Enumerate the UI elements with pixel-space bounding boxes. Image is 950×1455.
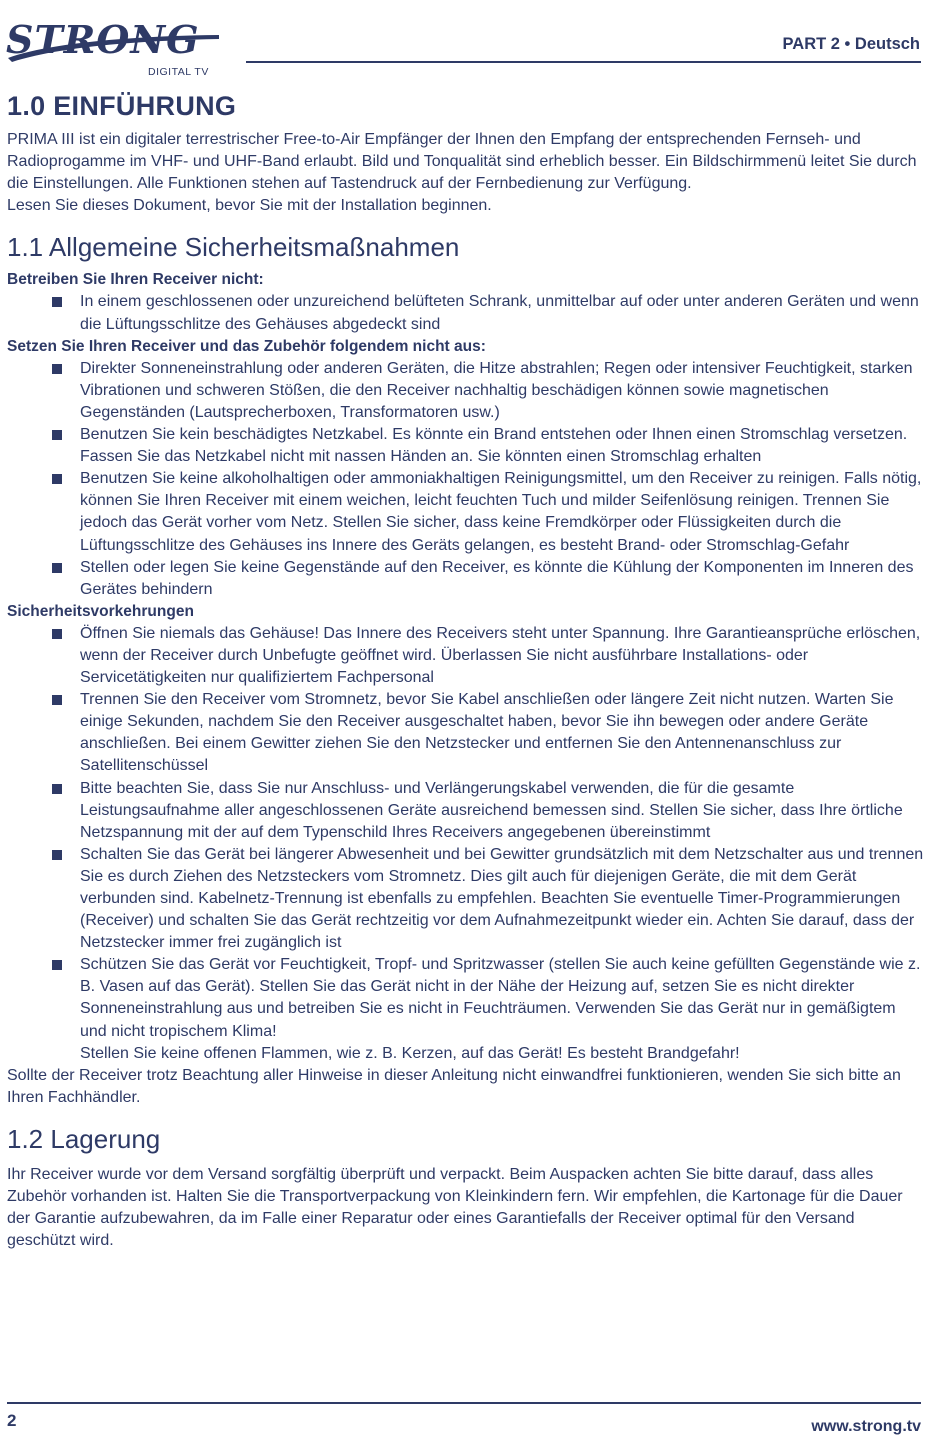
list-item-text: Benutzen Sie keine alkoholhaltigen oder ammoniakhaltigen Reinigungsmittel, um den Receiver zu reinigen. Falls nötig, können Sie Ihren Receiver mit einem weichen, leicht feuchten Tuch und milder Seifenlösung reinigen. Trennen Sie jedoch das Gerät vorher vom Netz. Stellen Sie sicher, dass keine Fremdkörper oder Flüssigkeiten durch die Lüftungsschlitze des Gehäuses ins Innere des Geräts gelangen, es besteht Brand- oder Stromschlag-Gefahr [80,470,922,554]
list-item [7,844,925,954]
safety-closing-paragraph: Sollte der Receiver trotz Beachtung aller Hinweise in dieser Anleitung nicht einwandfrei funktionieren, wenden Sie sich bitte an Ihren Fachhändler. [7,1066,901,1106]
list-item [7,623,925,689]
safety-group1-list [7,291,925,335]
part-label: PART 2 • Deutsch [782,35,920,53]
list-item-text: Bitte beachten Sie, dass Sie nur Anschluss- und Verlängerungskabel verwenden, die für die gesamte Leistungsaufnahme aller angeschlossenen Geräte ausreichend bemessen sind. Stellen Sie sicher, dass Ihre örtliche Netzspannung mit der auf dem Typenschild Ihres Receivers angegebenen übereinstimmt [80,779,903,841]
square-bullet-icon [52,784,62,794]
list-item [7,358,925,424]
page-content [7,88,925,1252]
safety-group2-list [7,358,925,601]
logo-swoosh-icon [6,18,221,64]
list-item-text: Direkter Sonneneinstrahlung oder anderen Geräten, die Hitze abstrahlen; Regen oder intensiver Feuchtigkeit, starken Vibrationen und schweren Stößen, die den Receiver nachhaltig beschädigen können sowie magnetischen Gegenständen (Lautsprecherboxen, Transformatoren usw.) [80,359,913,421]
footer-rule [7,1402,921,1404]
list-item [7,291,925,335]
square-bullet-icon [52,364,62,374]
safety-group3-list [7,623,925,1043]
list-item-text: Stellen oder legen Sie keine Gegenstände auf den Receiver, es könnte die Kühlung der Komponenten im Inneren des Gerätes behindern [80,558,914,598]
list-item [7,954,925,1042]
list-item [7,468,925,556]
safety-group3-label: Sicherheitsvorkehrungen [7,602,194,620]
list-item [7,778,925,844]
square-bullet-icon [52,850,62,860]
heading-safety: 1.1 Allgemeine Sicherheitsmaßnahmen [7,232,460,263]
intro-paragraph: PRIMA III ist ein digitaler terrestrischer Free-to-Air Empfänger der Ihnen den Empfang der entsprechenden Fernseh- und Radioprogamme im VHF- und UHF-Band erlaubt. Bild und Tonqualität sind erheblich besser. Ein Bildschirmmenü leitet Sie durch die Einstellungen. Alle Funktionen stehen auf Tastendruck auf der Fernbedienung zur Verfügung. [7,131,917,193]
list-item [7,689,925,777]
list-item-text: Benutzen Sie kein beschädigtes Netzkabel. Es könnte ein Brand entstehen oder Ihnen einen Stromschlag versetzen. Fassen Sie das Netzkabel nicht mit nassen Händen an. Sie könnten einen Stromschlag erhalten [80,426,908,466]
square-bullet-icon [52,960,62,970]
heading-introduction: 1.0 EINFÜHRUNG [7,91,237,121]
square-bullet-icon [52,629,62,639]
list-item [7,557,925,601]
section-safety [7,230,925,1109]
list-item-text: Öffnen Sie niemals das Gehäuse! Das Innere des Receivers steht unter Spannung. Ihre Garantieansprüche erlöschen, wenn der Receiver durch Unbefugte geöffnet wird. Überlassen Sie nicht ausführbare Installations- oder Servicetätigkeiten nur qualifiziertem Fachpersonal [80,624,921,687]
heading-storage: 1.2 Lagerung [7,1123,161,1154]
square-bullet-icon [52,297,62,307]
list-item-text: Schützen Sie das Gerät vor Feuchtigkeit, Tropf- und Spritzwasser (stellen Sie auch keine gefüllten Gegenstände wie z. B. Vasen auf das Gerät). Stellen Sie das Gerät nicht in der Nähe der Heizung auf, setzen Sie es nicht direkter Sonneneinstrahlung aus und betreiben Sie es nicht in Feuchträumen. Verwenden Sie das Gerät nur in gemäßigtem und nicht tropischem Klima! [80,956,921,1040]
safety-group1-label: Betreiben Sie Ihren Receiver nicht: [7,271,264,289]
list-item-text: In einem geschlossenen oder unzureichend belüfteten Schrank, unmittelbar auf oder unter anderen Geräten und wenn die Lüftungsschlitze des Gehäuses abgedeckt sind [80,293,919,333]
list-item-text: Schalten Sie das Gerät bei längerer Abwesenheit und bei Gewitter grundsätzlich mit dem Netzschalter aus und trennen Sie es durch Ziehen des Netzsteckers vom Stromnetz. Dies gilt auch für diejenigen Geräte, die mit dem Gerät verbunden sind. Kabelnetz-Trennung ist ebenfalls zu empfehlen. Beachten Sie eventuelle Timer-Programmierungen (Receiver) und schalten Sie das Gerät rechtzeitig vor dem Aufnahmezeitpunkt wieder ein. Achten Sie darauf, dass der Netzstecker immer frei zugänglich ist [80,845,924,952]
square-bullet-icon [52,563,62,573]
section-introduction [7,88,925,217]
fire-warning-note: Stellen Sie keine offenen Flammen, wie z. B. Kerzen, auf das Gerät! Es besteht Brandgefahr! [80,1044,740,1062]
strong-logo [6,18,221,80]
list-item-text: Trennen Sie den Receiver vom Stromnetz, bevor Sie Kabel anschließen oder längere Zeit nicht nutzen. Warten Sie einige Sekunden, nachdem Sie den Receiver ausgeschaltet haben, bevor Sie ihn bewegen oder andere Geräte anschließen. Bei einem Gewitter ziehen Sie den Netzstecker und entfernen Sie den Antennenanschluss zur Satellitenschüssel [80,691,894,775]
logo-subtext: DIGITAL TV [148,66,209,78]
safety-group2-label: Setzen Sie Ihren Receiver und das Zubehör folgendem nicht aus: [7,337,486,355]
list-item [7,424,925,468]
storage-paragraph: Ihr Receiver wurde vor dem Versand sorgfältig überprüft und verpackt. Beim Auspacken achten Sie bitte darauf, dass alles Zubehör vorhanden ist. Halten Sie die Transportverpackung von Kleinkindern fern. Wir empfehlen, die Kartonage für die Dauer der Garantie aufzubewahren, da im Falle einer Reparatur oder eines Garantiefalls der Receiver optimal für den Versand geschützt wird. [7,1165,903,1250]
section-storage [7,1122,925,1252]
header-rule [246,61,921,63]
square-bullet-icon [52,695,62,705]
website-link[interactable]: www.strong.tv [811,1418,921,1435]
square-bullet-icon [52,474,62,484]
intro-note: Lesen Sie dieses Dokument, bevor Sie mit der Installation beginnen. [7,197,492,215]
logo-wordmark: STRONG [6,17,200,62]
square-bullet-icon [52,430,62,440]
page-number: 2 [7,1411,17,1430]
